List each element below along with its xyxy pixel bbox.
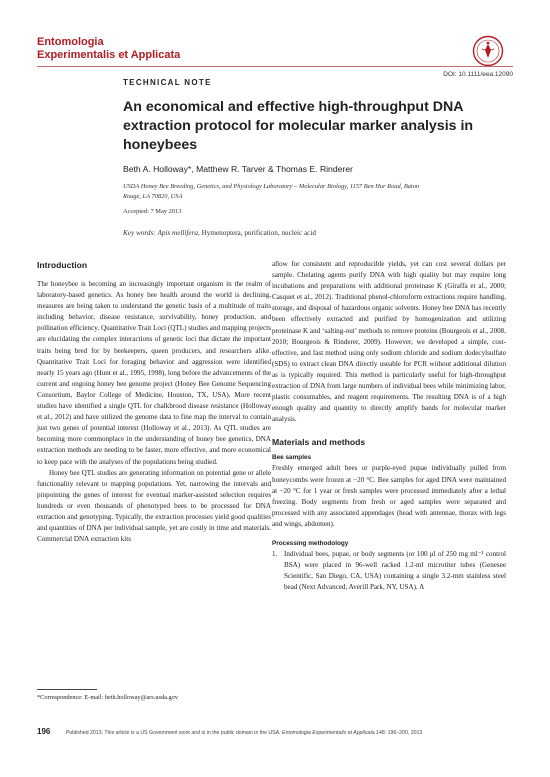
intro-paragraph-1: The honeybee is becoming an increasingly important organism in the realm of laboratory-based genetics. As honey bee health around the world is declining, measures are being taken to understand the genetic basis of a multitude of traits including behavior, disease resistance, survivability, honey production, and pollination efficiency. Quantitative Trait Loci (QTL) studies and mapping projects are elucidating the complex interactions of genetic loci that dictate the important traits being bred for by beekeepers, queen producers, and researchers alike. Quantitative Trait Loci for foraging behavior and aggression were identified nearly 15 years ago (Hunt et al., 1995, 1998), long before the advancements of the current and ongoing honey bee genome project (Honey Bee Genome Sequencing Consortium, Baylor College of Medicine, Houston, TX, USA). More recent studies have identified a single QTL for chalkbrood disease resistance (Holloway et al., 2012) and have utilized the genome data to fine map the interval to contain just two genes of potential interest (Holloway et al., 2013). As QTL studies are becoming more commonplace in the understanding of honey bee genetics, DNA extraction methods are needing to be faster, more effective, and more economical to keep pace with the analyses of the populations being studied. bbox=[37, 280, 271, 466]
intro-paragraph-3: allow for consistent and reproducible yields, yet can cost several dollars per sample. Chelating agents purify DNA with high quality but may require long incubations and preparations with additional proteinase K (Giraffa et al., 2000; Casquet et al., 2012). Traditional phenol-chloroform extractions require handling, storage, and disposal of hazardous organic solvents. Honey bee DNA has recently been effectively extracted and purified by homogenization and utilizing proteinase K and ‘salting-out’ methods to remove proteins (Bourgeois et al., 2008, 2010; Bourgeois & Rinderer, 2009). However, we developed a simple, cost-effective, and fast method using only sodium chloride and sodium dodecylsulfate (SDS) to extract clean DNA directly useable for PCR without additional dilution as is typically required. This method is particularly useful for high-throughput extraction of DNA from large numbers of individual bees while minimizing labor, plastic consumables, and reagent requirements. The resulting DNA is of a high enough quality and quantity to directly amplify bands for molecular marker analysis. bbox=[272, 260, 506, 424]
keywords-species: Apis mellifera, bbox=[157, 229, 200, 237]
methodology-step-1 bbox=[272, 549, 506, 593]
right-column bbox=[272, 259, 506, 593]
author-list: Beth A. Holloway*, Matthew R. Tarver & Thomas E. Rinderer bbox=[123, 164, 353, 174]
left-column bbox=[37, 259, 271, 545]
journal-citation: Entomologia Experimentalis et Applicata bbox=[281, 730, 375, 736]
page-number: 196 bbox=[37, 727, 51, 736]
keywords bbox=[123, 229, 316, 237]
keywords-rest: Hymenoptera, purification, nucleic acid bbox=[199, 229, 316, 237]
section-heading-materials-methods: Materials and methods bbox=[272, 437, 366, 448]
article-title: An economical and effective high-throughput DNA extraction protocol for molecular marker analysis in honeybees bbox=[123, 99, 474, 153]
footnote-divider bbox=[37, 689, 97, 690]
header-divider bbox=[37, 66, 513, 67]
journal-logo bbox=[37, 36, 180, 62]
society-seal-icon bbox=[472, 35, 504, 67]
step-number: 1. bbox=[272, 549, 278, 558]
keywords-label: Key words: bbox=[123, 229, 156, 237]
journal-name-line2: Experimentalis et Applicata bbox=[37, 49, 181, 61]
doi-link[interactable]: DOI: 10.1111/eea.12090 bbox=[443, 71, 513, 78]
publication-notice: Published 2013. This article is a US Government work and is in the public domain in the USA. bbox=[65, 730, 281, 736]
subheading-processing-methodology: Processing methodology bbox=[272, 539, 349, 547]
journal-name-line1: Entomologia bbox=[37, 36, 104, 48]
volume-pages: 148: 196–200, 2013 bbox=[376, 730, 423, 736]
intro-paragraph-2: Honey bee QTL studies are generating information on potential gene or allele functionality relevant to mapping populations. Yet, narrowing the intervals and pinpointing the genes of interest for eventual marker-assisted selection requires hundreds or even thousands of phenotyped bees to be processed for DNA extraction and genotyping. Typically, the extraction processes yield good qualities and quantities of DNA per individual sample, yet are costly in time and materials. Commercial DNA extraction kits bbox=[37, 468, 271, 544]
accepted-date: Accepted: 7 May 2013 bbox=[123, 208, 182, 215]
correspondence-footnote: *Correspondence: E-mail: beth.holloway@ars.usda.gov bbox=[37, 694, 178, 701]
article-type-label: TECHNICAL NOTE bbox=[123, 78, 212, 87]
author-affiliation: USDA Honey Bee Breeding, Genetics, and Physiology Laboratory – Molecular Biology, 1157 Ben Hur Road, Baton Rouge, LA 70820, USA bbox=[123, 183, 420, 200]
bee-samples-paragraph: Freshly emerged adult bees or purple-eyed pupae individually pulled from honeycombs were frozen at −20 °C. Bee samples for aged DNA were maintained at −20 °C for 1 year or fresh samples were processed immediately after a lethal freezing. Body segments from fresh or aged samples were separated and processed with any associated appendages (head with antennae, thorax with legs and wings, abdomen). bbox=[272, 464, 506, 528]
section-heading-introduction: Introduction bbox=[37, 260, 88, 270]
step-text: Individual bees, pupae, or body segments (or 100 μl of 250 mg ml⁻¹ control BSA) were placed in 96-well racked 1.2-ml microtiter tubes (Genesee Scientific, San Diego, CA, USA) containing a single 3.2-mm stainless steel bead (Next Advanced, Averill Park, NY, USA). A bbox=[284, 549, 506, 592]
page-footer bbox=[37, 727, 513, 736]
subheading-bee-samples: Bee samples bbox=[272, 454, 312, 462]
